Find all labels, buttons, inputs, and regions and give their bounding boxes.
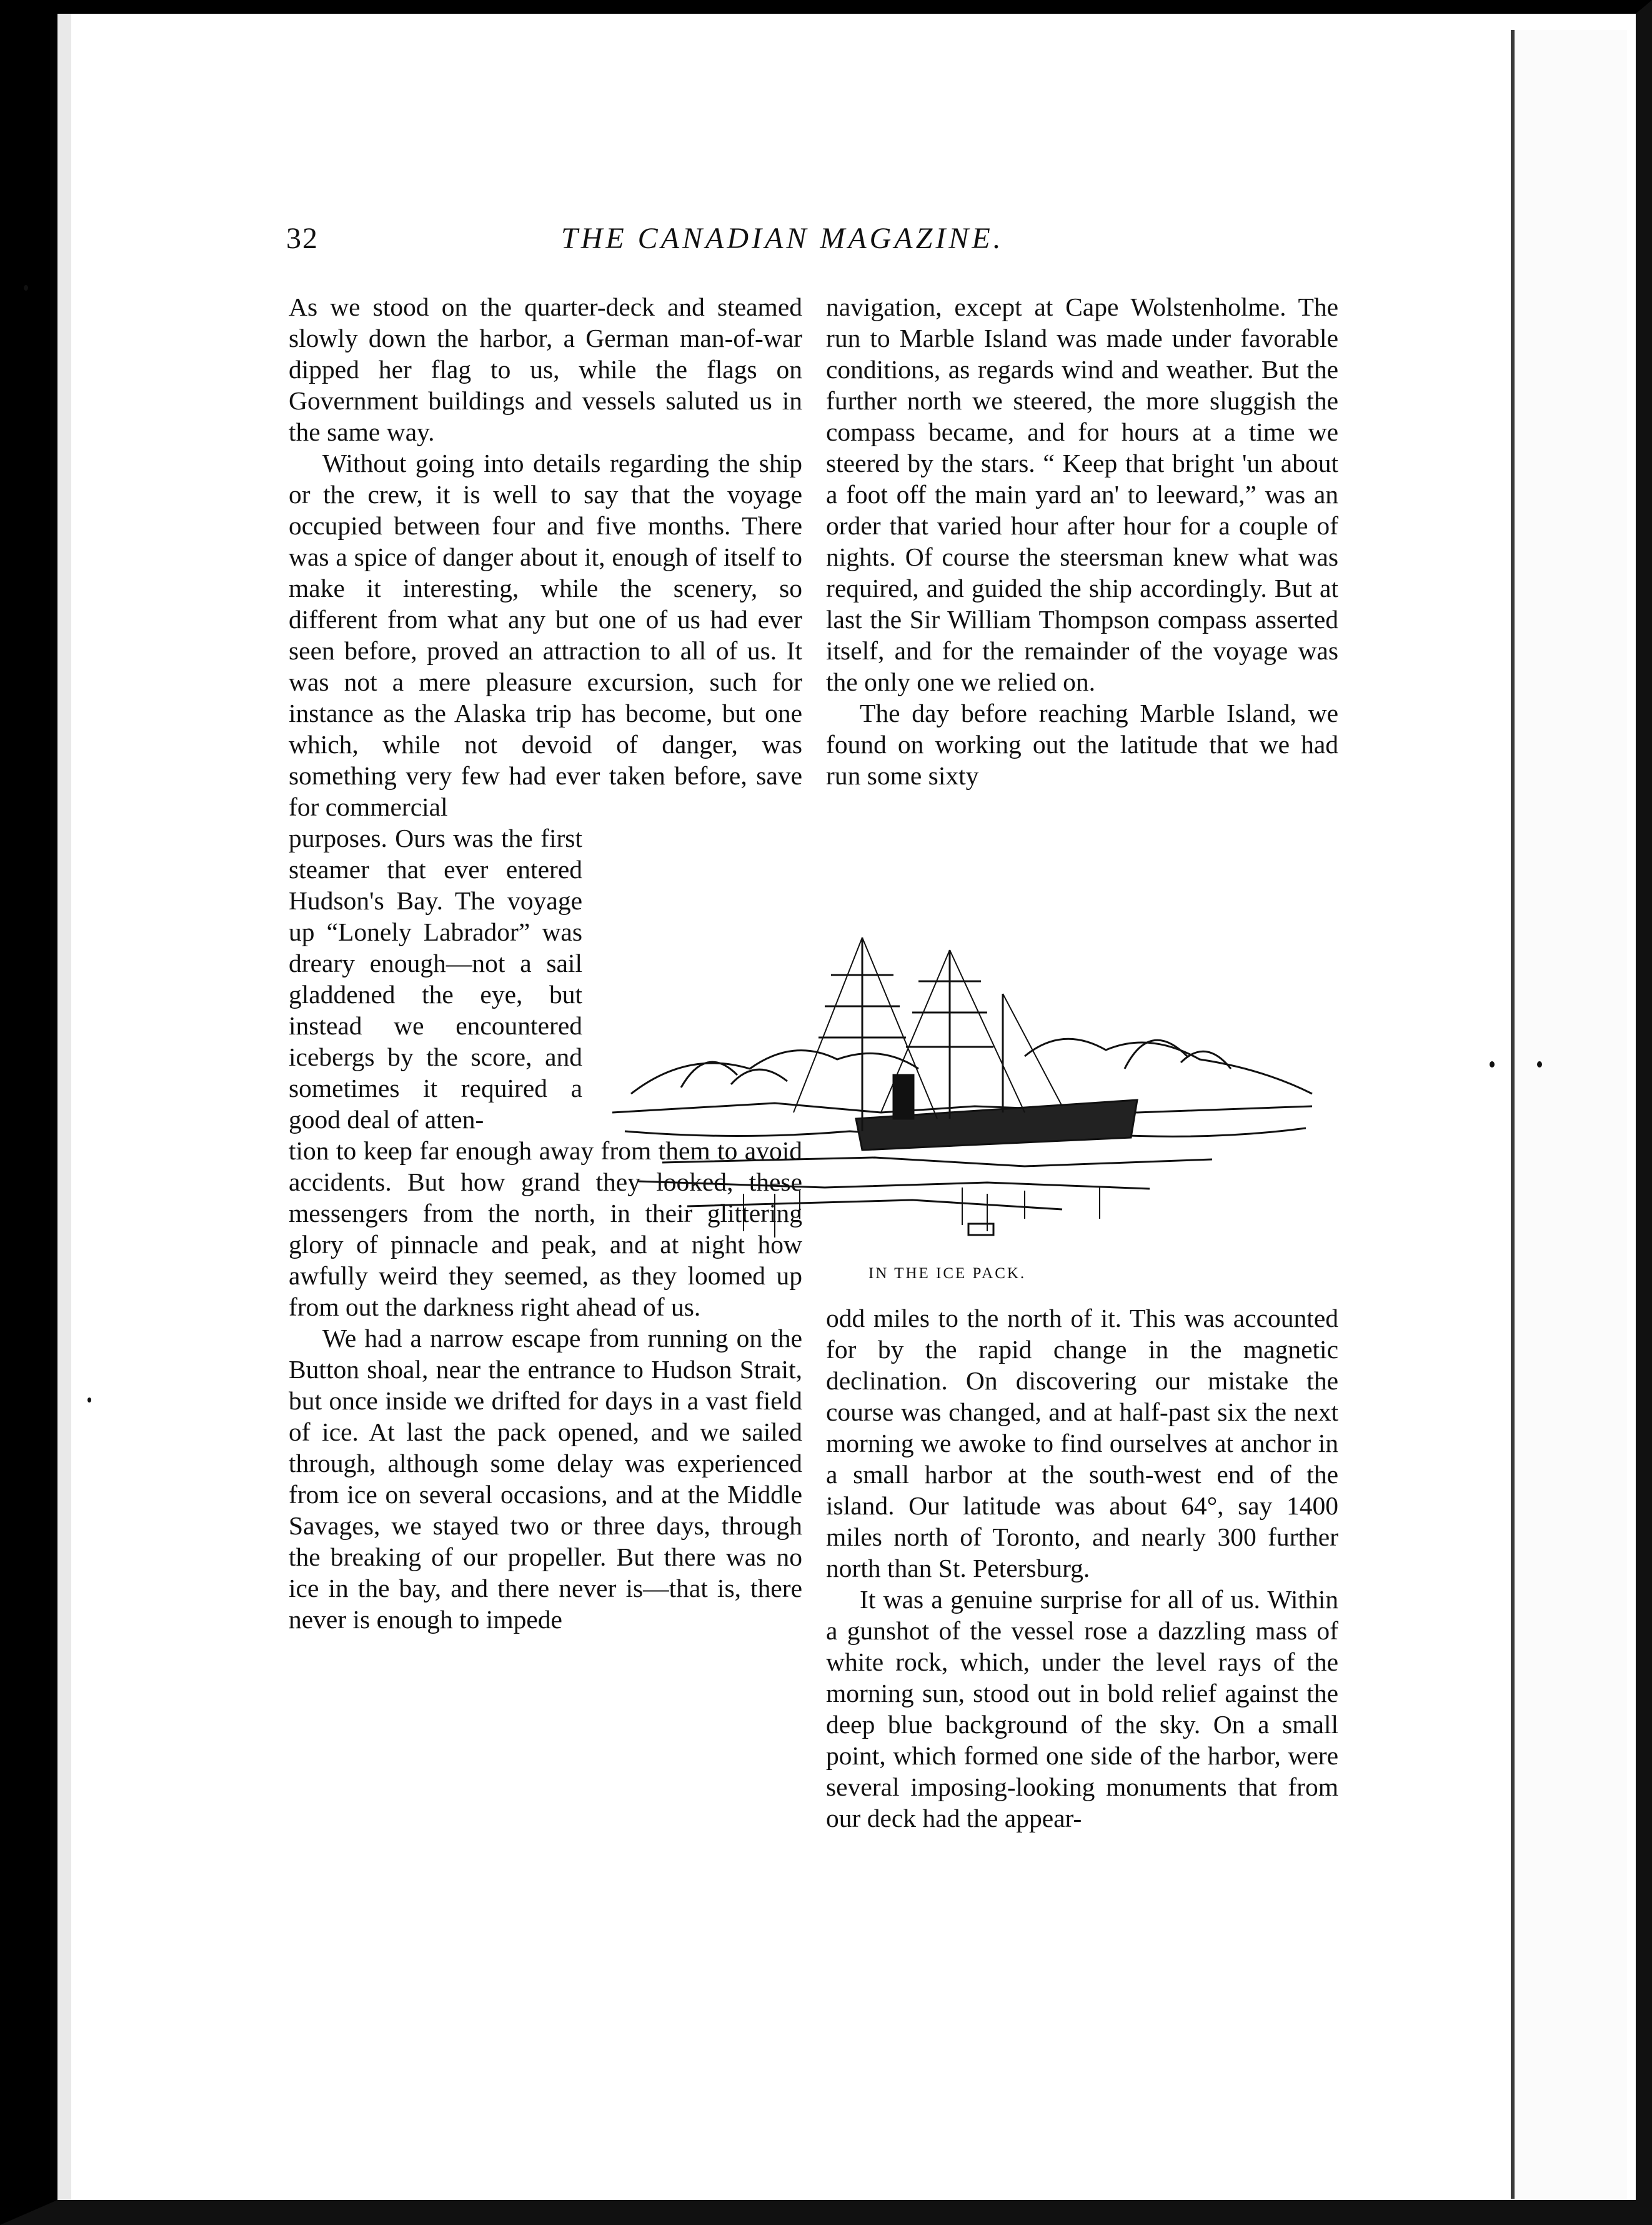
illustration-ice-pack <box>587 925 1337 1262</box>
ship-in-ice-drawing <box>587 925 1337 1262</box>
scan-speck <box>1490 1061 1495 1068</box>
paragraph: Without going into details regarding the ship or the crew, it is well to say that the voyage occupied between four and five months. There was a spice of danger about it, enough of itself to make it interesting, while the scenery, so different from what any but one of us had ever seen before, proved an attraction to all of us. It was not a mere pleasure excursion, such for instance as the Alaska trip has become, but one which, while not devoid of danger, was something very few had ever taken before, save for commercial <box>289 449 802 821</box>
scan-margin <box>57 14 71 2200</box>
page-gutter-line <box>1511 30 1515 2199</box>
paragraph: It was a genuine surprise for all of us. Within a gunshot of the vessel rose a dazzling mass of white rock, which, under the level rays of the morning sun, stood out in bold relief against the deep blue background of the sky. On a small point, which formed one side of the harbor, were several imposing-looking monuments that from our deck had the appear- <box>826 1585 1338 1832</box>
paragraph: The day before reaching Marble Island, we found on working out the latitude that we had run some sixty <box>826 699 1338 790</box>
paragraph: We had a narrow escape from running on the Button shoal, near the entrance to Hudson Strait, but once inside we drifted for days in a vast field of ice. At last the pack opened, and we sailed through, although some delay was experienced from ice on several occasions, and at the Middle Savages, we stayed two or three days, through the breaking of our propeller. But there was no ice in the bay, and there never is—that is, there never is enough to impede <box>289 1324 802 1634</box>
facing-page-edge <box>1515 30 1627 2199</box>
scan-speck <box>24 285 28 291</box>
page-number: 32 <box>286 222 319 255</box>
scan-speck <box>87 1398 91 1402</box>
scan-speck <box>1537 1061 1542 1068</box>
right-column-top <box>826 291 1338 791</box>
page-header <box>286 221 1338 261</box>
figure-caption: IN THE ICE PACK. <box>868 1265 1027 1282</box>
paragraph: navigation, except at Cape Wolstenholme. The run to Marble Island was made under favorable conditions, as regards wind and weather. But the further north we steered, the more sluggish the compass became, and for hours at a time we steered by the stars. “ Keep that bright 'un about a foot off the main yard an' to leeward,” was an order that varied hour after hour for a couple of nights. Of course the steersman knew what was required, and guided the ship accordingly. But at last the Sir William Thompson compass asserted itself, and for the remainder of the voyage was the only one we relied on. <box>826 292 1338 696</box>
running-title: THE CANADIAN MAGAZINE. <box>561 222 1004 255</box>
paragraph-wrapped: purposes. Ours was the first steamer that ever entered Hudson's Bay. The voyage up “Lonely Labrador” was dreary enough—not a sail gladdened the eye, but instead we encountered icebergs by the score, and sometimes it required a good deal of atten- <box>289 824 582 1134</box>
paragraph: As we stood on the quarter-deck and steamed slowly down the harbor, a German man-of-war dipped her flag to us, while the flags on Government buildings and vessels saluted us in the same way. <box>289 292 802 446</box>
paragraph: tion to keep far enough away from them to avoid accidents. But how grand they looked, these messengers from the north, in their glittering glory of pinnacle and peak, and at night how awfully weird they seemed, as they loomed up from out the darkness right ahead of us. <box>289 1136 802 1321</box>
right-column-bottom <box>826 1302 1338 1834</box>
paragraph: odd miles to the north of it. This was accounted for by the rapid change in the magnetic declination. On discovering our mistake the course was changed, and at half-past six the next morning we awoke to find ourselves at anchor in a small harbor at the south-west end of the island. Our latitude was about 64°, say 1400 miles north of Toronto, and nearly 300 further north than St. Petersburg. <box>826 1304 1338 1582</box>
